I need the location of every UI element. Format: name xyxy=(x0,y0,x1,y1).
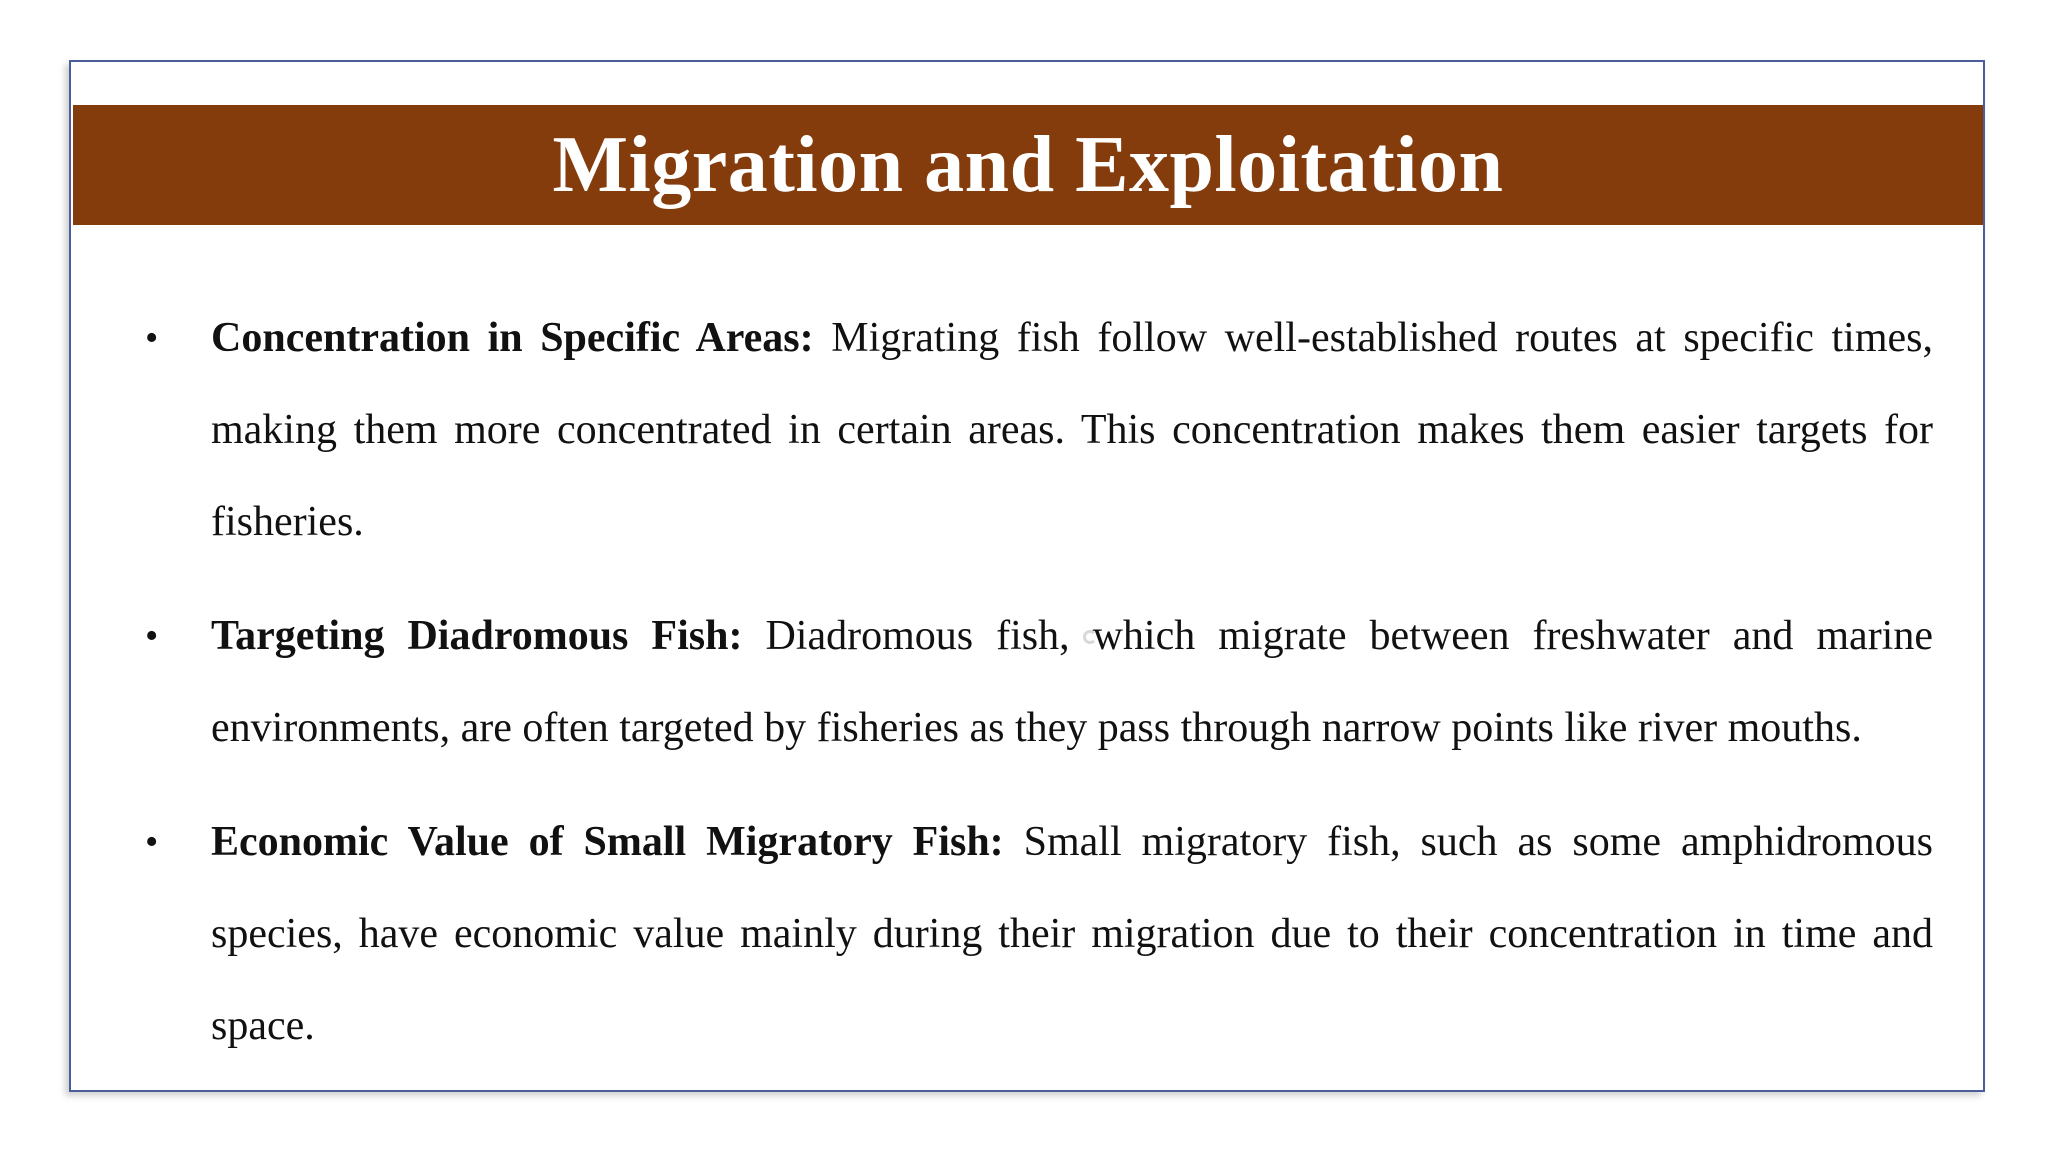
bullet-heading: Targeting Diadromous Fish: xyxy=(211,613,766,659)
bullet-dot-icon: • xyxy=(145,317,159,359)
bullet-heading: Economic Value of Small Migratory Fish: xyxy=(211,819,1024,865)
slide-title: Migration and Exploitation xyxy=(552,121,1504,209)
loading-spinner-icon xyxy=(1083,630,1097,644)
bullet-text: Migrating fish follow well-established routes at specific times, making them more concentrated in certain areas. This concentration makes them easier targets for fisheries. xyxy=(211,315,1934,545)
bullet-item xyxy=(123,292,1933,568)
bullet-item xyxy=(123,590,1933,774)
bullet-dot-icon: • xyxy=(145,615,159,657)
slide xyxy=(69,60,1985,1092)
title-bar xyxy=(73,105,1983,225)
bullet-heading: Concentration in Specific Areas: xyxy=(211,315,832,361)
bullet-text: Diadromous fish, which migrate between freshwater and marine environments, are often targeted by fisheries as they pass through narrow points like river mouths. xyxy=(211,613,1933,751)
bullet-list xyxy=(123,292,1933,1094)
bullet-dot-icon: • xyxy=(145,821,159,863)
bullet-item xyxy=(123,796,1933,1072)
bullet-text: Small migratory fish, such as some amphidromous species, have economic value mainly during their migration due to their concentration in time and space. xyxy=(211,819,1933,1049)
